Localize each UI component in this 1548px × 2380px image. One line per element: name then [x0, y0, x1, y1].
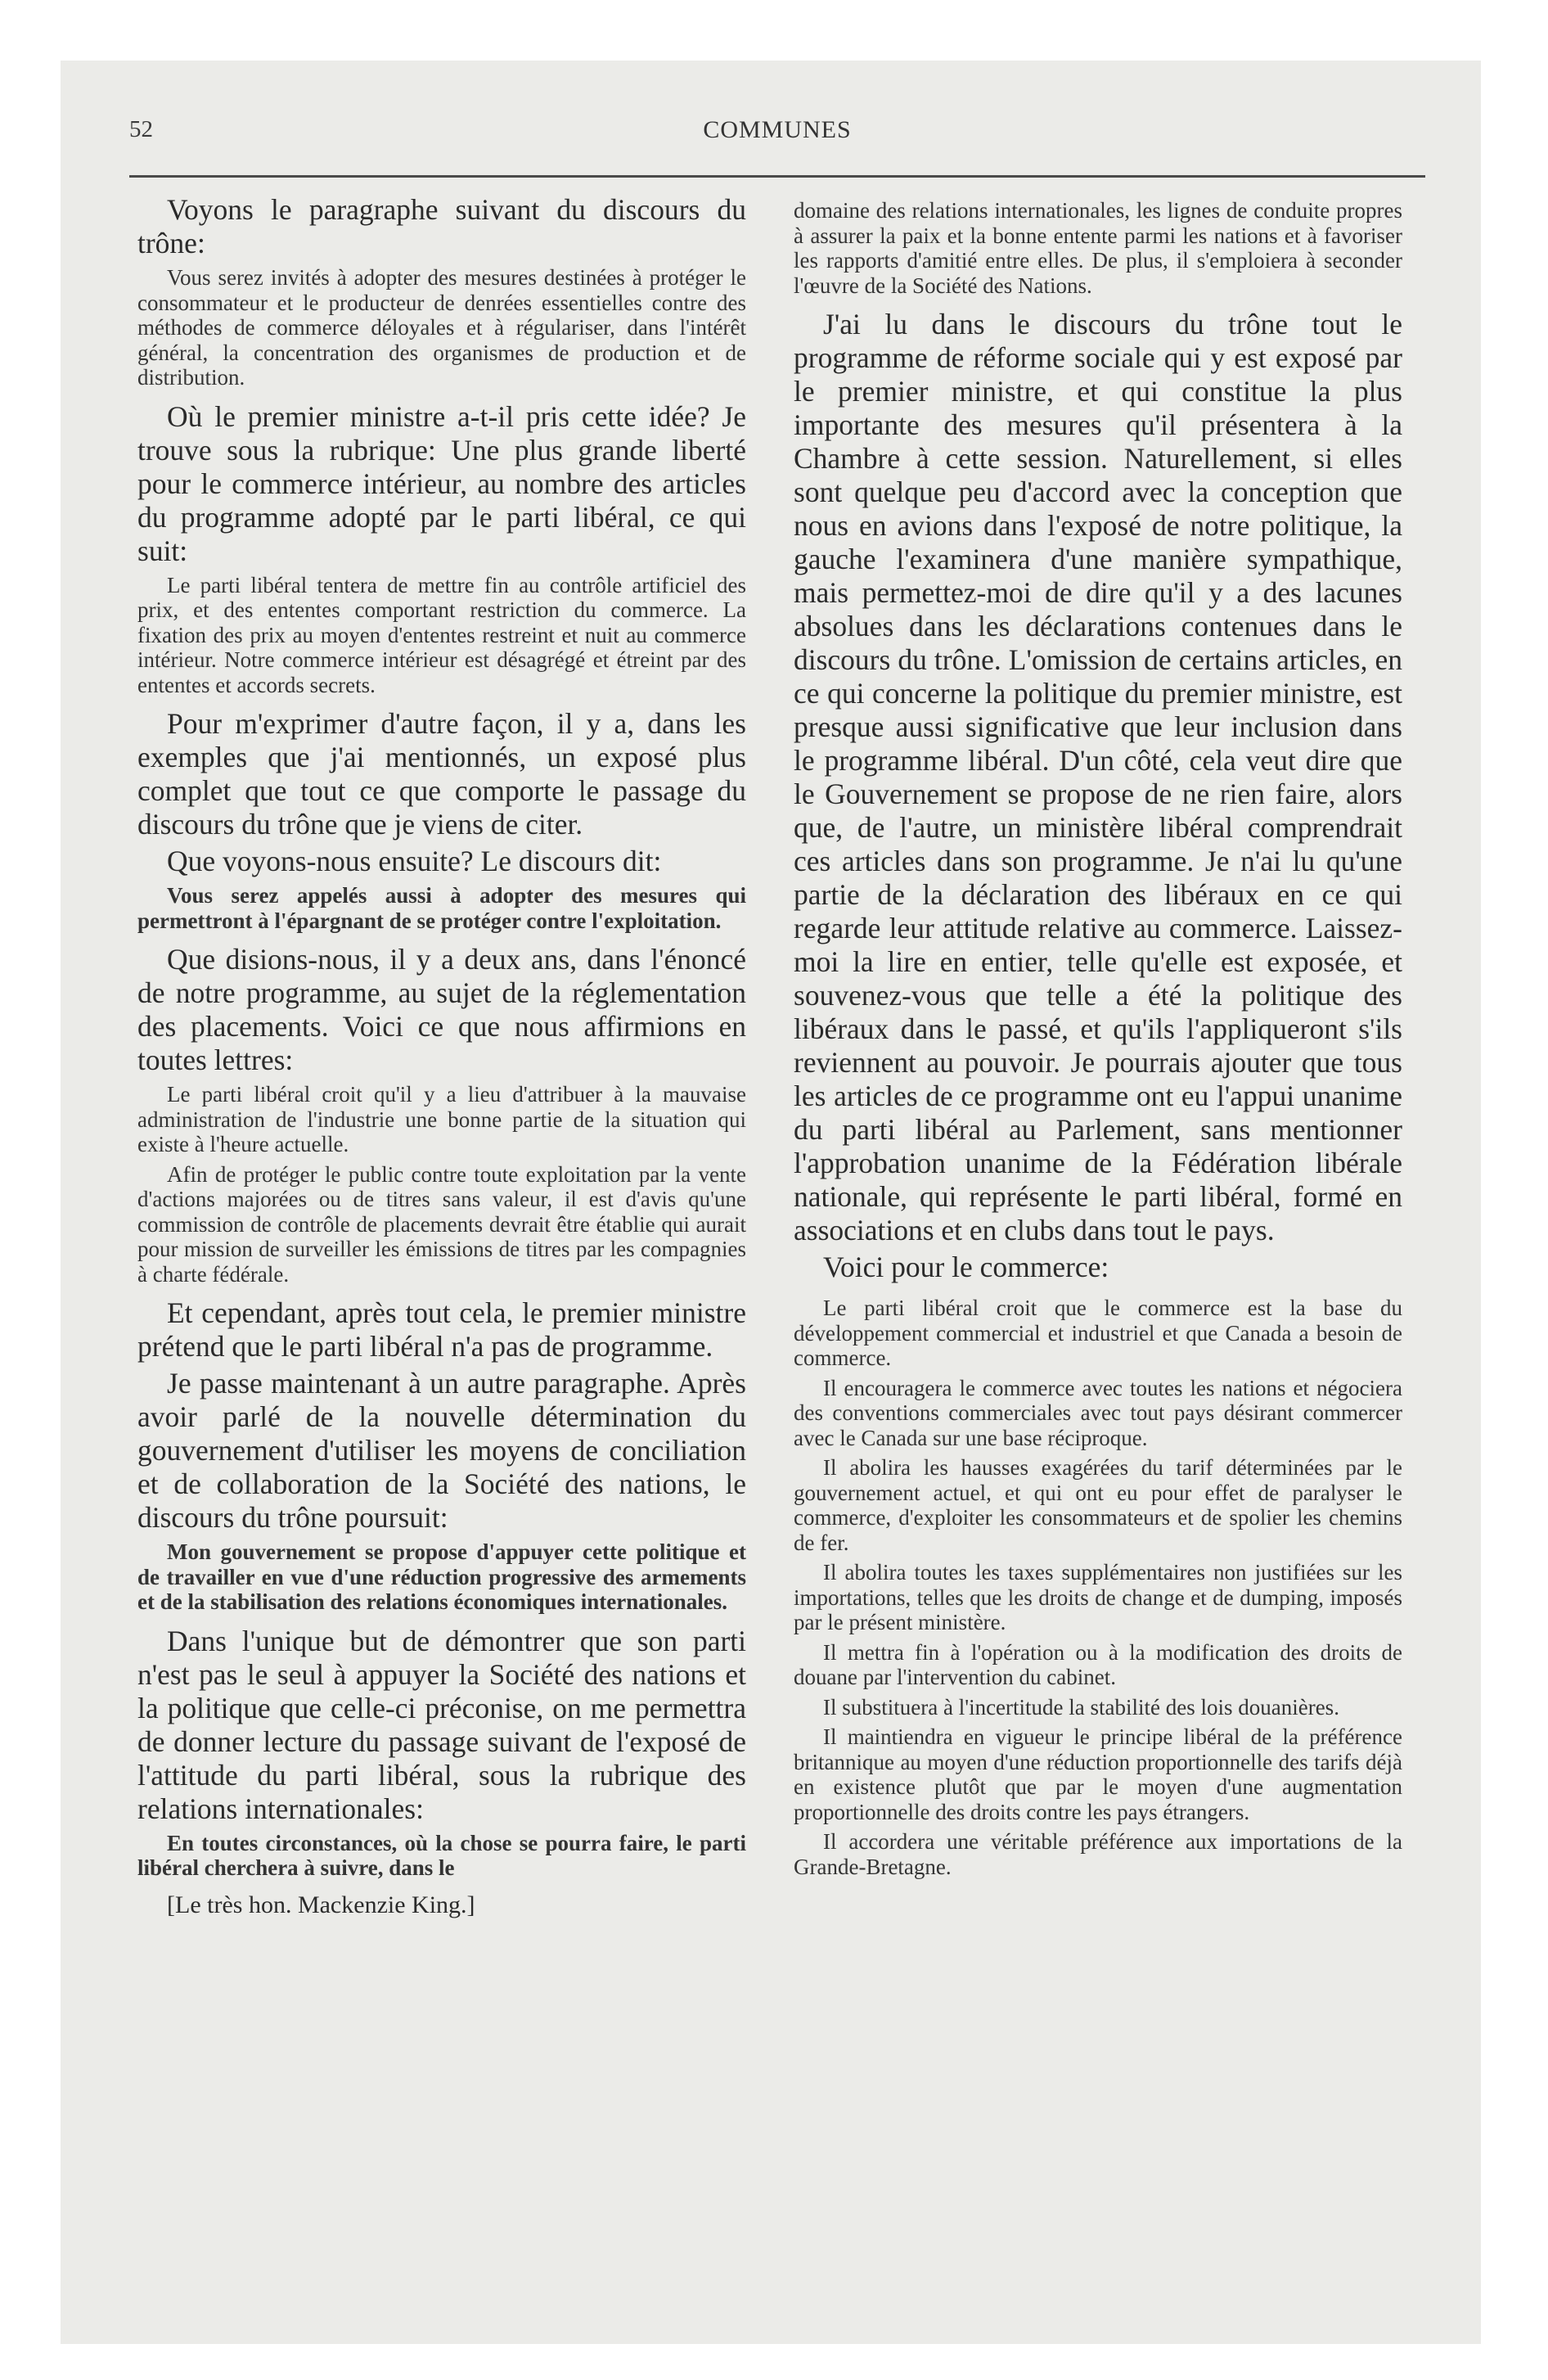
- paragraph: Où le premier ministre a-t-il pris cette idée? Je trouve sous la rubrique: Une plus grande liberté pour le commerce intérieur, au nombre des articles du programme adopté par le parti libéral, ce qui suit:: [137, 399, 746, 567]
- paragraph: Pour m'exprimer d'autre façon, il y a, dans les exemples que j'ai mentionnés, un exposé plus complet que tout ce que comporte le passage du discours du trône que je viens de citer.: [137, 707, 746, 841]
- paragraph: Dans l'unique but de démontrer que son parti n'est pas le seul à appuyer la Société des nations et la politique que celle-ci préconise, on me permettra de donner lecture du passage suivant de l'exposé de l'attitude du parti libéral, sous la rubrique des relations internationales:: [137, 1624, 746, 1825]
- paragraph: Que voyons-nous ensuite? Le discours dit:: [167, 845, 662, 877]
- quotation: Il mettra fin à l'opération ou à la modification des droits de douane par l'intervention du cabinet.: [794, 1639, 1402, 1689]
- paragraph: Voici pour le commerce:: [823, 1251, 1109, 1283]
- quotation: Il encouragera le commerce avec toutes les nations et négociera des conventions commerciales avec tout pays désirant commercer avec le Canada sur une base réciproque.: [794, 1375, 1402, 1450]
- quotation: Il accordera une véritable préférence aux importations de la Grande-Bretagne.: [794, 1829, 1402, 1879]
- paragraph: Je passe maintenant à un autre paragraphe. Après avoir parlé de la nouvelle détermination du gouvernement d'utiliser les moyens de conciliation et de collaboration de la Société des nations, le discours du trône poursuit:: [137, 1367, 746, 1534]
- quotation: Il abolira les hausses exagérées du tarif déterminées par le gouvernement actuel, et qui ont eu pour effet de paralyser le commerce, d'exploiter les consommateurs et de spolier les chemins de fer.: [794, 1455, 1402, 1555]
- paragraph: Que disions-nous, il y a deux ans, dans l'énoncé de notre programme, au sujet de la réglementation des placements. Voici ce que nous affirmions en toutes lettres:: [137, 943, 746, 1076]
- quotation: Le parti libéral croit que le commerce est la base du développement commercial et industriel et que Canada a besoin de commerce.: [794, 1296, 1402, 1370]
- quotation: Le parti libéral croit qu'il y a lieu d'attribuer à la mauvaise administration de l'industrie une bonne partie de la situation qui existe à l'heure actuelle.: [137, 1082, 746, 1156]
- left-column: [137, 193, 746, 1920]
- quotation: Vous serez appelés aussi à adopter des mesures qui permettront à l'épargnant de se protéger contre l'exploitation.: [137, 883, 746, 933]
- paragraph: J'ai lu dans le discours du trône tout le programme de réforme sociale qui y est exposé par le premier ministre, et qui constitue la plus importante des mesures qu'il présentera à la Chambre à cette session. Naturellement, si elles sont quelque peu d'accord avec la conception que nous en avions dans l'exposé de notre politique, la gauche l'examinera d'une manière sympathique, mais permettez-moi de dire qu'il y a des lacunes absolues dans les déclarations contenues dans le discours du trône. L'omission de certains articles, en ce qui concerne la politique du premier ministre, est presque aussi significative que leur inclusion dans le programme libéral. D'un côté, cela veut dire que le Gouvernement se propose de ne rien faire, alors que, de l'autre, un ministère libéral comprendrait ces articles dans son programme. Je n'ai lu qu'une partie de la déclaration des libéraux en ce qui regarde leur attitude relative au commerce. Laissez-moi la lire en entier, telle qu'elle est exposée, et souvenez-vous que telle a été la politique des libéraux dans le passé, et qu'ils l'appliqueront s'ils reviennent au pouvoir. Je pourrais ajouter que tous les articles de ce programme ont eu l'appui unanime du parti libéral au Parlement, sans mentionner l'approbation unanime de la Fédération libérale nationale, qui représente le parti libéral, formé en associations et en clubs dans tout le pays.: [794, 308, 1402, 1246]
- quotation: Le parti libéral tentera de mettre fin au contrôle artificiel des prix, et des ententes comportant restriction du commerce. La fixation des prix au moyen d'ententes restreint et nuit au commerce intérieur. Notre commerce intérieur est désagrégé et étreint par des ententes et accords secrets.: [137, 572, 746, 697]
- paragraph: Voyons le paragraphe suivant du discours du trône:: [137, 193, 746, 259]
- right-column: [794, 193, 1402, 1882]
- paragraph: Et cependant, après tout cela, le premier ministre prétend que le parti libéral n'a pas de programme.: [137, 1296, 746, 1363]
- quotation: Il maintiendra en vigueur le principe libéral de la préférence britannique au moyen d'une réduction proportionnelle des tarifs déjà en existence plutôt que par le moyen d'une augmentation proportionnelle des droits contre les pays étrangers.: [794, 1724, 1402, 1824]
- running-title: COMMUNES: [703, 116, 852, 143]
- quotation: Il abolira toutes les taxes supplémentaires non justifiées sur les importations, telles que les droits de change et de dumping, imposés par le présent ministère.: [794, 1560, 1402, 1634]
- quotation: Il substituera à l'incertitude la stabilité des lois douanières.: [823, 1694, 1339, 1720]
- quotation: Vous serez invités à adopter des mesures destinées à protéger le consommateur et le producteur de denrées essentielles contre des méthodes de commerce déloyales et à régulariser, dans l'intérêt général, la concentration des organismes de production et de distribution.: [137, 265, 746, 390]
- quotation: domaine des relations internationales, les lignes de conduite propres à assurer la paix et la bonne entente parmi les nations et à favoriser les rapports d'amitié entre elles. De plus, il s'emploiera à seconder l'œuvre de la Société des Nations.: [794, 198, 1402, 298]
- header-rule: [129, 175, 1425, 178]
- page-number: 52: [129, 116, 153, 142]
- quotation: En toutes circonstances, où la chose se pourra faire, le parti libéral cherchera à suivre, dans le: [137, 1830, 746, 1880]
- speaker-attribution: [Le très hon. Mackenzie King.]: [167, 1891, 475, 1918]
- quotation: Afin de protéger le public contre toute exploitation par la vente d'actions majorées ou de titres sans valeur, il est d'avis qu'une commission de contrôle de placements devrait être établie qui aurait pour mission de surveiller les émissions de titres par les compagnies à charte fédérale.: [137, 1161, 746, 1287]
- page-header: [129, 116, 1425, 149]
- quotation: Mon gouvernement se propose d'appuyer cette politique et de travailler en vue d'une réduction progressive des armements et de la stabilisation des relations économiques internationales.: [137, 1539, 746, 1614]
